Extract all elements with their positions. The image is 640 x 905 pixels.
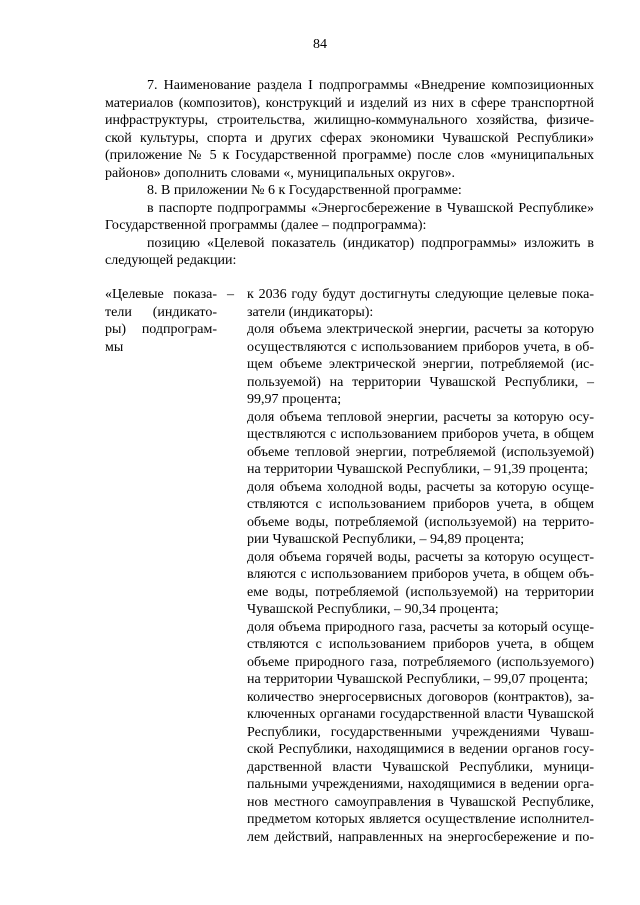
table-value-line: нов местного самоуправления в Чувашской Республике,: [247, 794, 594, 810]
page-number: 84: [313, 37, 327, 52]
table-label-line: тели (индикато-: [105, 304, 217, 320]
paragraph-line: в паспорте подпрограммы «Энергосбережение в Чувашской Республике»: [147, 200, 594, 216]
paragraph-line: инфраструктуры, строительства, жилищно-коммунального хозяйства, физиче-: [105, 113, 594, 128]
paragraph-line: (приложение № 5 к Государственной программе) после слов «муниципальных: [105, 148, 594, 163]
table-value-line: ской Республики, находящимися в ведении органов госу-: [247, 742, 594, 757]
table-value-line: предметом которых является осуществление исполнител-: [247, 812, 594, 827]
table-value-line: ключенных органами государственной власти Чувашской: [247, 707, 594, 722]
table-value-line: пользуемой) на территории Чувашской Республики, –: [247, 374, 594, 390]
table-value-line: затели (индикаторы):: [247, 304, 374, 320]
table-value-line: пальными учреждениями, находящимися в ведении орга-: [247, 777, 594, 792]
table-value-line: Чувашской Республики, – 90,34 процента;: [247, 602, 499, 617]
table-value-line: доля объема электрической энергии, расчеты за которую: [247, 322, 594, 337]
table-value-line: доля объема горячей воды, расчеты за которую осущест-: [247, 549, 594, 565]
table-indicator-values: [247, 286, 594, 846]
table-value-line: количество энергосервисных договоров (контрактов), за-: [247, 689, 594, 705]
intro-text: [105, 77, 594, 270]
table-value-line: ствляются с использованием приборов учета, в общем: [247, 497, 594, 512]
table-value-line: 99,97 процента;: [247, 392, 342, 407]
table-label-line: мы: [105, 339, 124, 355]
table-value-line: рии Чувашской Республики, – 94,89 процента;: [247, 532, 525, 547]
table-value-line: щем объеме электрической энергии, потребляемой (ис-: [247, 357, 594, 372]
paragraph-line: 7. Наименование раздела I подпрограммы «Внедрение композиционных: [147, 78, 594, 93]
paragraph-line: следующей редакции:: [105, 253, 237, 268]
table-value-line: Республики, государственными учреждениями Чуваш-: [247, 724, 594, 740]
paragraph-line: Государственной программы (далее – подпрограмма):: [105, 218, 427, 233]
table-label-line: «Целевые показа-: [105, 287, 217, 302]
table-value-line: ществляются с использованием приборов учета, в общем: [247, 427, 594, 442]
table-value-line: дарственной власти Чувашской Республики, муници-: [247, 759, 594, 775]
table-value-line: вляются с использованием приборов учета, в общем объ-: [247, 567, 594, 582]
table-value-line: ствляются с использованием приборов учета, в общем: [247, 637, 594, 652]
paragraph-line: позицию «Целевой показатель (индикатор) подпрограммы» изложить в: [147, 235, 594, 251]
table-value-line: на территории Чувашской Республики, – 99,07 процента;: [247, 672, 589, 687]
table-value-line: лем действий, направленных на энергосбережение и по-: [247, 829, 594, 845]
table-value-line: к 2036 году будут достигнуты следующие целевые пока-: [247, 287, 594, 302]
paragraph-line: ской культуры, спорта и других сферах экономики Чувашской Республики»: [105, 130, 594, 146]
table-value-line: доля объема тепловой энергии, расчеты за которую осу-: [247, 409, 594, 425]
table-dash: –: [227, 287, 234, 302]
table-value-line: доля объема холодной воды, расчеты за которую осуще-: [247, 479, 594, 495]
paragraph-line: районов» дополнить словами «, муниципальных округов».: [105, 165, 455, 181]
table-value-line: объеме тепловой энергии, потребляемой (используемой): [247, 444, 594, 460]
table-value-line: осуществляются с использованием приборов учета, в об-: [247, 339, 594, 355]
table-value-line: объеме воды, потребляемой (используемой) на террито-: [247, 514, 594, 530]
table-value-line: доля объема природного газа, расчеты за который осуще-: [247, 619, 594, 635]
table-indicator-label: [105, 286, 217, 356]
paragraph-line: 8. В приложении № 6 к Государственной программе:: [147, 183, 462, 198]
table-value-line: объеме природного газа, потребляемого (используемого): [247, 654, 594, 670]
paragraph-line: материалов (композитов), конструкций и изделий из них в сфере транспортной: [105, 95, 594, 111]
table-label-line: ры) подпрограм-: [105, 322, 217, 337]
table-value-line: на территории Чувашской Республики, – 91,39 процента;: [247, 462, 589, 477]
table-value-line: еме воды, потребляемой (используемой) на территории: [247, 584, 594, 600]
